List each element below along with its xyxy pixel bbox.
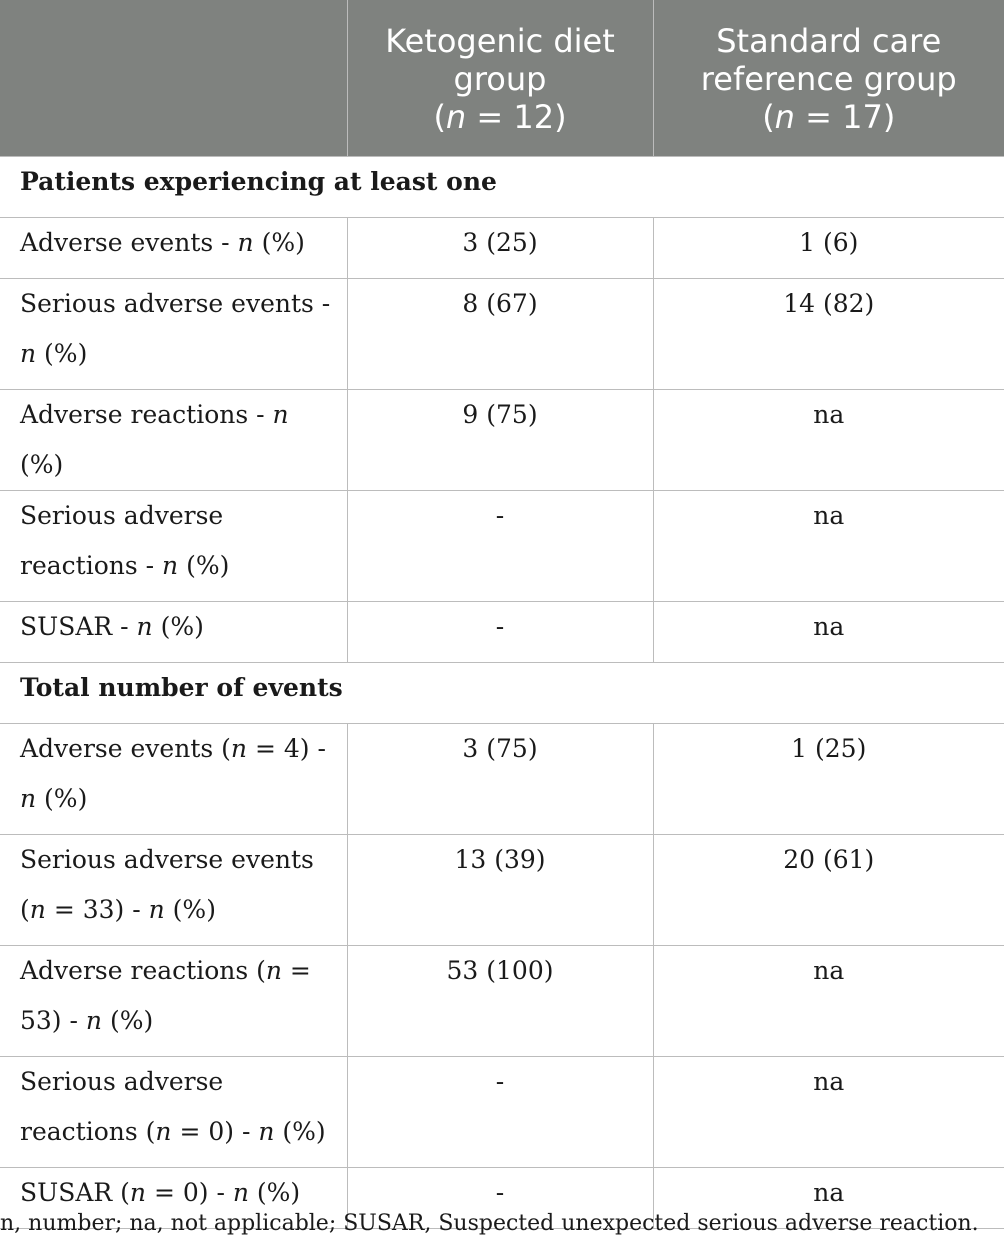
- standard-care-value: na: [653, 1056, 1004, 1167]
- standard-care-value: na: [653, 1167, 1004, 1228]
- table-row: [0, 490, 1004, 601]
- header-row: [0, 0, 1004, 156]
- section-label-total: Total number of events: [0, 662, 1004, 723]
- ketogenic-value: 8 (67): [347, 278, 653, 389]
- row-label: SUSAR (n = 0) - n (%): [0, 1167, 347, 1228]
- row-label: Serious adverse events (n = 33) - n (%): [0, 834, 347, 945]
- standard-care-value: 14 (82): [653, 278, 1004, 389]
- section-label-patients: Patients experiencing at least one: [0, 156, 1004, 217]
- standard-care-value: na: [653, 389, 1004, 490]
- ketogenic-value: 13 (39): [347, 834, 653, 945]
- standard-care-value: 1 (25): [653, 723, 1004, 834]
- table-row: [0, 834, 1004, 945]
- ketogenic-value: -: [347, 601, 653, 662]
- table-row: [0, 217, 1004, 278]
- standard-care-value: 20 (61): [653, 834, 1004, 945]
- table-row: [0, 601, 1004, 662]
- row-label: Adverse events (n = 4) - n (%): [0, 723, 347, 834]
- header-ketogenic-group: Ketogenic diet group (n = 12): [347, 0, 653, 156]
- header-blank-cell: [0, 0, 347, 156]
- ketogenic-value: -: [347, 1056, 653, 1167]
- header-standard-care-group: Standard care reference group (n = 17): [653, 0, 1004, 156]
- row-label: Serious adverse events - n (%): [0, 278, 347, 389]
- section-row-patients: [0, 156, 1004, 217]
- table-row: [0, 389, 1004, 490]
- row-label: Serious adverse reactions - n (%): [0, 490, 347, 601]
- ketogenic-value: 3 (25): [347, 217, 653, 278]
- standard-care-value: na: [653, 945, 1004, 1056]
- row-label: Adverse reactions (n = 53) - n (%): [0, 945, 347, 1056]
- row-label: Adverse reactions - n (%): [0, 389, 347, 490]
- ketogenic-value: 9 (75): [347, 389, 653, 490]
- row-label: Serious adverse reactions (n = 0) - n (%): [0, 1056, 347, 1167]
- ketogenic-value: 3 (75): [347, 723, 653, 834]
- standard-care-value: 1 (6): [653, 217, 1004, 278]
- row-label: Adverse events - n (%): [0, 217, 347, 278]
- section-row-total: [0, 662, 1004, 723]
- table-row: [0, 945, 1004, 1056]
- table-row: [0, 1056, 1004, 1167]
- ketogenic-value: -: [347, 1167, 653, 1228]
- standard-care-value: na: [653, 490, 1004, 601]
- ketogenic-value: -: [347, 490, 653, 601]
- table-row: [0, 278, 1004, 389]
- standard-care-value: na: [653, 601, 1004, 662]
- table-footnote: n, number; na, not applicable; SUSAR, Suspected unexpected serious adverse reaction.: [0, 1211, 979, 1236]
- table-row: [0, 723, 1004, 834]
- row-label: SUSAR - n (%): [0, 601, 347, 662]
- ketogenic-value: 53 (100): [347, 945, 653, 1056]
